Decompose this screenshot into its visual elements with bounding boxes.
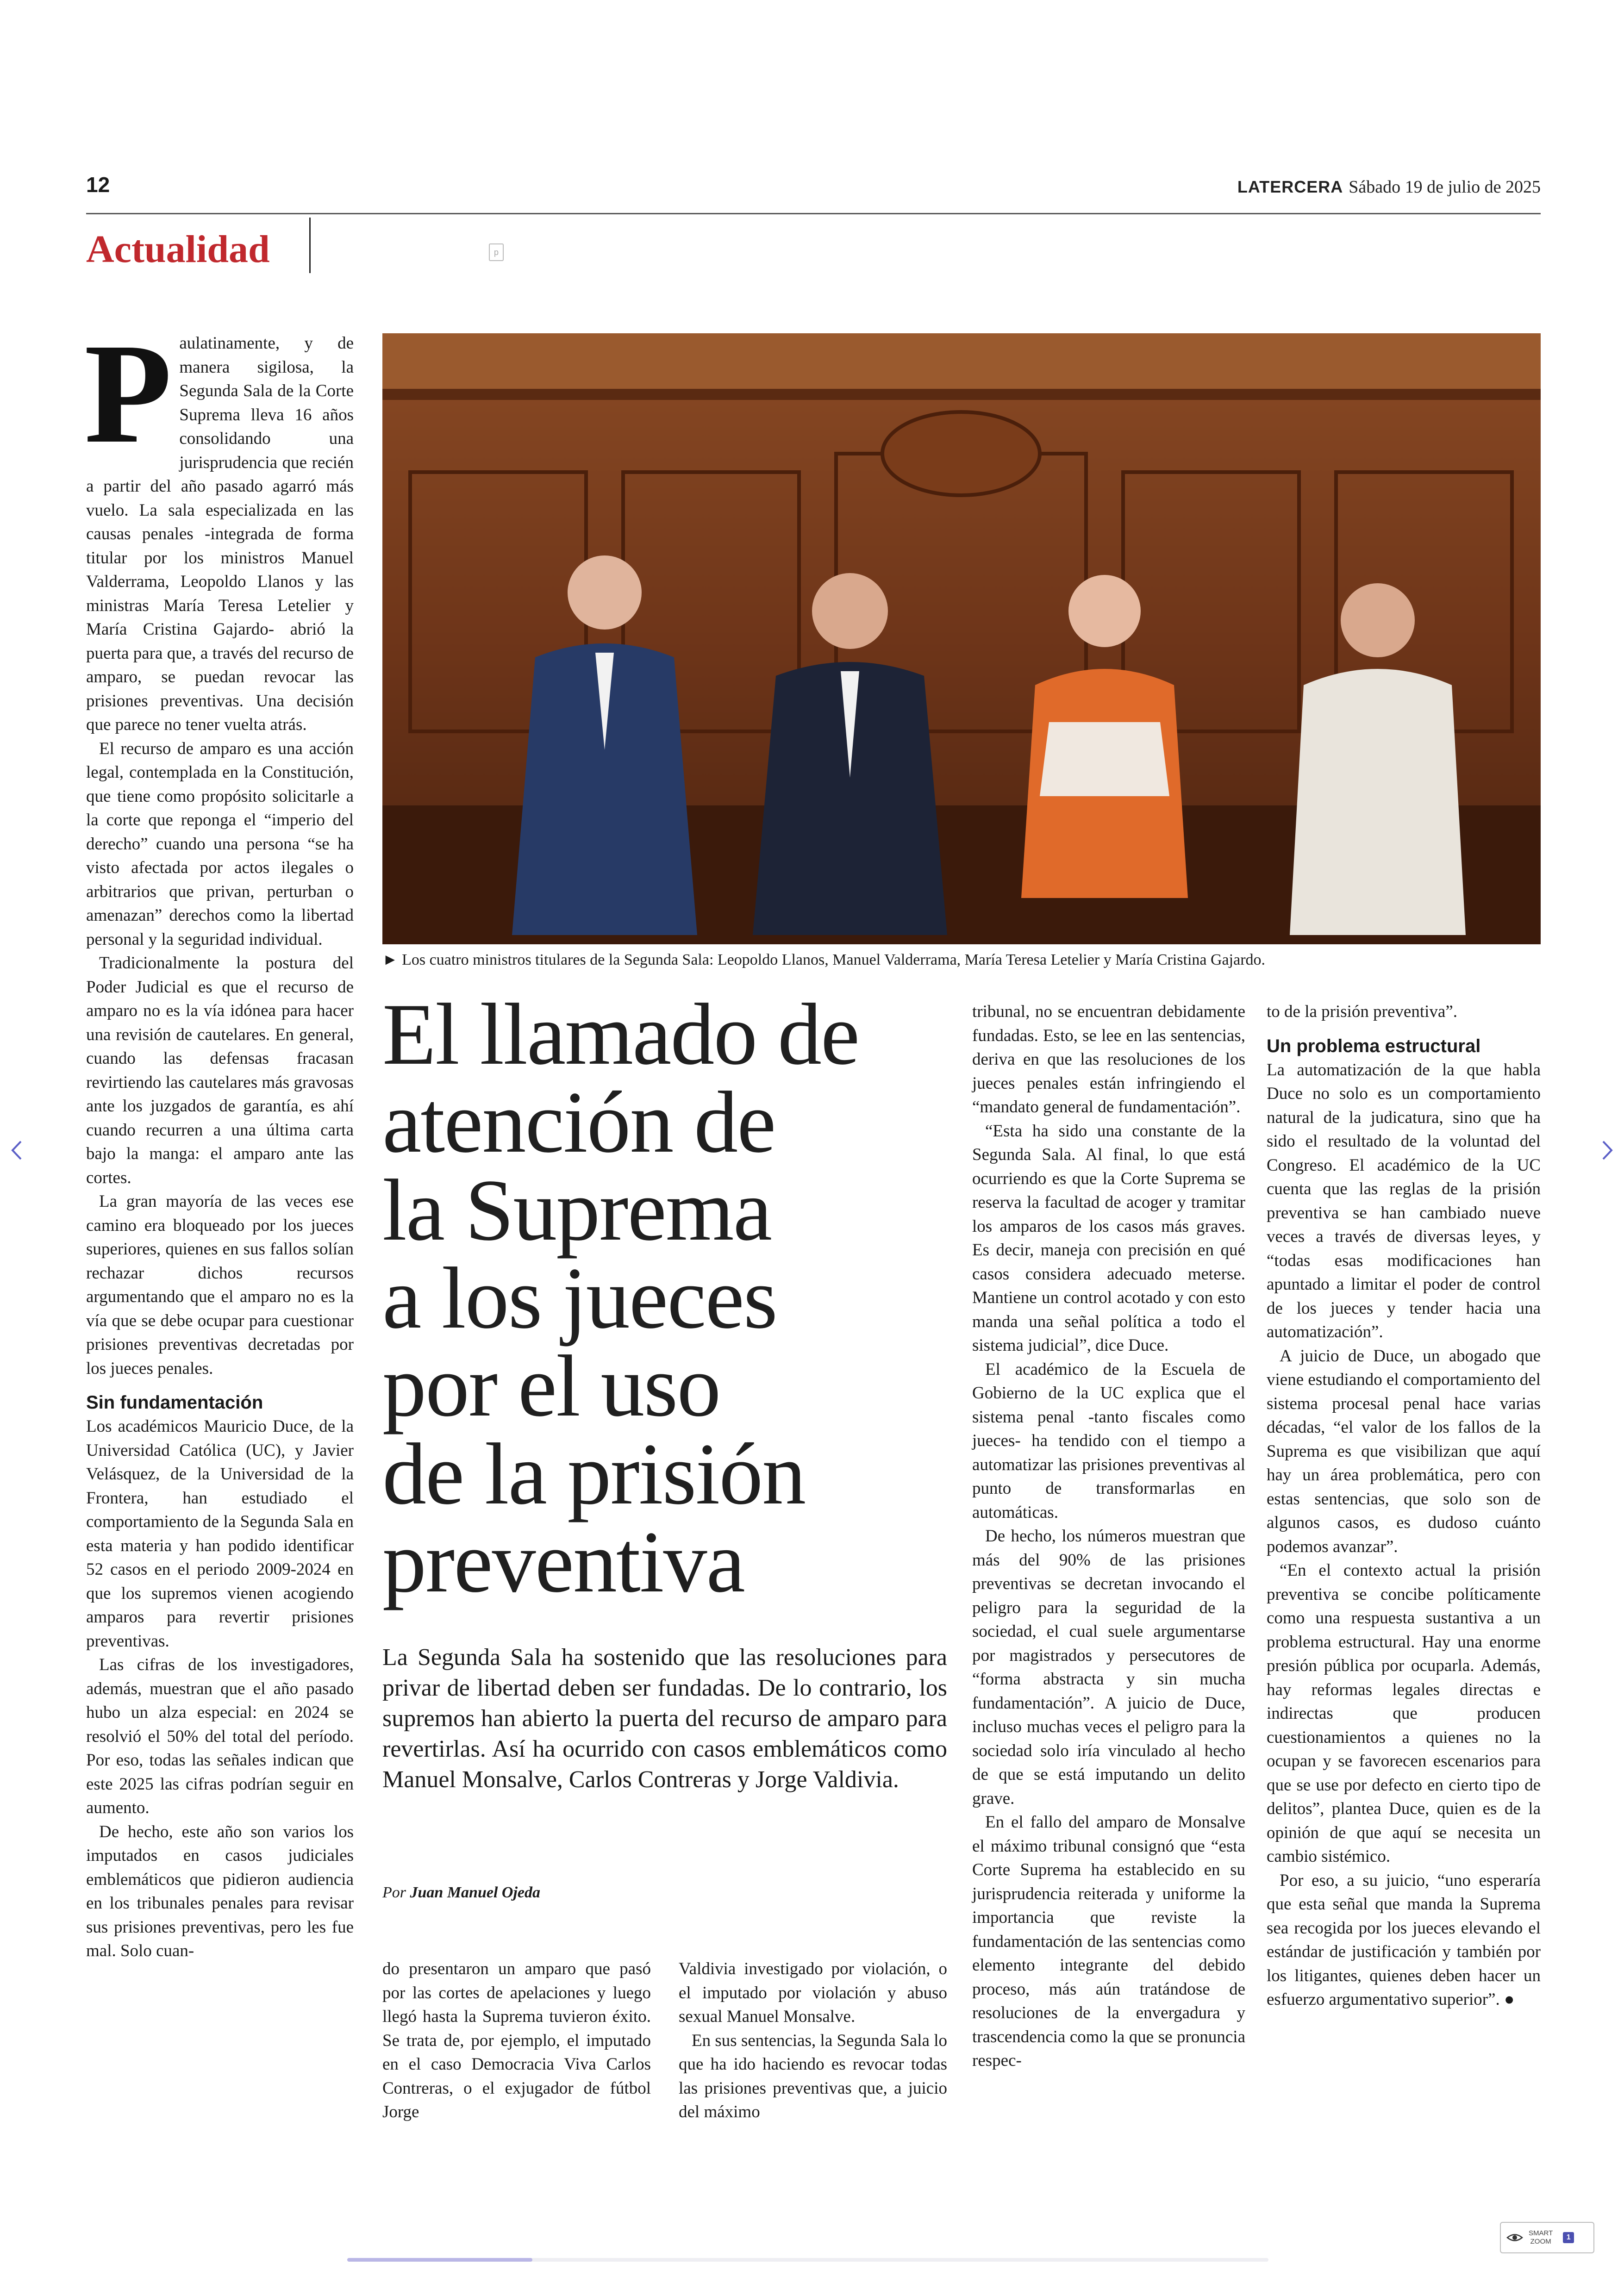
headline-line: de la prisión (382, 1426, 806, 1523)
body-paragraph: La automatización de la que habla Duce no solo es un comportamiento natural de la judicatura, sino que ha sido el resultado de la voluntad del Congreso. El académico de la UC cuenta que las reglas de la prisión preventiva se han cambiado nueve veces a través de diversas leyes, y “todas esas modificaciones han apuntado a limitar el poder de control de los jueces y tender hacia una automatización”. (1267, 1060, 1541, 1341)
photo-caption: ► Los cuatro ministros titulares de la Segunda Sala: Leopoldo Llanos, Manuel Valderrama, María Teresa Letelier y María Cristina Gajardo. (382, 951, 1266, 968)
deck-summary: La Segunda Sala ha sostenido que las resoluciones para privar de libertad deben ser fundadas. De lo contrario, los supremos han abierto la puerta del recurso de amparo para revertirlas. Así ha ocurrido con casos emblemáticos como Manuel Monsalve, Carlos Contreras y Jorge Valdivia. (382, 1644, 947, 1793)
next-page-button[interactable] (1598, 1134, 1617, 1166)
article-column-4 (1267, 1000, 1541, 2139)
body-paragraph: Las cifras de los investigadores, además, muestran que el año pasado hubo un alza especial: en 2024 se resolvió el 50% del total del período. Por eso, todas las señales indican que este 2025 las cifras podrían seguir en aumento. (86, 1655, 354, 1817)
headline (382, 986, 956, 1611)
masthead (1237, 177, 1541, 197)
headline-line: El llamado de (382, 986, 859, 1083)
byline-author: Juan Manuel Ojeda (410, 1884, 540, 1901)
body-paragraph: El académico de la Escuela de Gobierno de la UC explica que el sistema penal -tanto fiscales como jueces- ha tendido con el tiempo a automatizar las prisiones preventivas al punto de transformarlas en automáticas. (972, 1360, 1245, 1522)
page-marker-icon: p (489, 243, 504, 261)
smart-zoom-button[interactable] (1500, 2222, 1594, 2253)
chevron-right-icon (1600, 1139, 1614, 1162)
headline-line: preventiva (382, 1514, 744, 1611)
body-paragraph: La gran mayoría de las veces ese camino era bloqueado por los jueces superiores, quienes en sus fallos solían rechazar dichos recursos argumentando que el amparo no es la vía que se debe ocupar para cuestionar prisiones preventivas decretadas por los jueces penales. (86, 1192, 354, 1378)
header-rule (86, 213, 1541, 214)
ministers-photo (382, 333, 1541, 944)
body-paragraph: do presentaron un amparo que pasó por las cortes de apelaciones y luego llegó hasta la Suprema tuvieron éxito. Se trata de, por ejemplo, el imputado en el caso Democracia Viva Carlos Contreras, o el exjugador de fútbol Jorge (382, 1959, 651, 2121)
eye-icon (1505, 2231, 1524, 2245)
headline-line: atención de (382, 1074, 775, 1171)
article-column-3 (972, 1000, 1245, 2139)
section-title: Actualidad (86, 228, 270, 271)
chevron-left-icon (10, 1139, 24, 1162)
body-paragraph: En el fallo del amparo de Monsalve el máximo tribunal consignó que “esta Corte Suprema ha establecido en su jurisprudencia reiterada y uniforme la importancia que reviste la fundamentación de las sentencias como elemento integrante del debido proceso, más aún tratándose de resoluciones de la envergadura y trascendencia como la que se pronuncia respec- (972, 1813, 1245, 2070)
smart-zoom-label: SMART (1529, 2229, 1553, 2237)
subhead: Sin fundamentación (86, 1392, 263, 1413)
subhead: Un problema estructural (1267, 1035, 1481, 1056)
body-paragraph: “En el contexto actual la prisión preventiva se concibe políticamente como una respuesta sustantiva a un problema estructural. Hay una enorme presión pública por ocuparla. Además, hay reformas legales directas e indirectas que producen cuestionamientos a quienes no la ocupan y se favorecen escenarios para que se use por defecto en cierto tipo de delitos”, plantea Duce, quien es de la opinión de que aquí se necesita un cambio sistémico. (1267, 1561, 1541, 1866)
previous-page-button[interactable] (7, 1134, 26, 1166)
body-paragraph: A juicio de Duce, un abogado que viene estudiando el comportamiento del sistema procesal penal hace varias décadas, “el valor de los fallos de la Suprema es que visibilizan que aquí hay un área problemática, pero con estas sentencias, que solo son de algunos casos, es dudoso cuánto podemos avanzar”. (1267, 1346, 1541, 1556)
body-paragraph: Por eso, a su juicio, “uno esperaría que esta señal que manda la Suprema sea recogida por los jueces elevando el estándar de justificación y también por los litigantes, quienes deben hacer un esfuerzo argumentativo superior”. ● (1267, 1871, 1541, 2009)
body-paragraph: Valdivia investigado por violación, o el imputado por violación y abuso sexual Manuel Monsalve. (679, 1959, 947, 2026)
body-paragraph: to de la prisión preventiva”. (1267, 1002, 1458, 1021)
smart-zoom-label: ZOOM (1530, 2238, 1551, 2245)
body-paragraph: Los académicos Mauricio Duce, de la Universidad Católica (UC), y Javier Velásquez, de la Universidad de la Frontera, han estudiado el comportamiento de la Segunda Sala en esta materia y han podido identificar 52 casos en el periodo 2009-2024 en que los supremos vienen acogiendo amparos para revertir prisiones preventivas. (86, 1417, 354, 1651)
article-column-2a (382, 1957, 651, 2142)
body-paragraph: Tradicionalmente la postura del Poder Judicial es que el recurso de amparo no es la vía idónea para hacer una revisión de cautelares. En general, cuando las defensas fracasan revirtiendo las cautelares más gravosas ante los juzgados de garantía, es ahí cuando recurren a una última carta bajo la manga: el amparo ante las cortes. (86, 954, 354, 1187)
page-count-badge: 1 (1563, 2232, 1574, 2243)
headline-line: a los jueces (382, 1250, 777, 1347)
article-column-2b (679, 1957, 947, 2142)
body-paragraph: De hecho, este año son varios los imputados en casos judiciales emblemáticos que pidieron audiencia en los tribunales penales para revisar sus prisiones preventivas, pero les fue mal. Solo cuan- (86, 1822, 354, 1960)
page-number: 12 (86, 173, 110, 197)
body-paragraph: El recurso de amparo es una acción legal, contemplada en la Constitución, que tiene como propósito solicitarle a la corte que reponga el “imperio del derecho” cuando una persona “se ha visto afectada por actos ilegales o arbitrarios que privan, perturban o amenazan” derechos como la libertad personal y la seguridad individual. (86, 739, 354, 949)
lead-paragraph: Paulatinamente, y de manera sigilosa, la Segunda Sala de la Corte Suprema lleva 16 años consolidando una jurisprudencia que recién a partir del año pasado agarró más vuelo. La sala especializada en las causas penales -integrada de forma titular por los ministros Manuel Valderrama, Leopoldo Llanos y las ministras María Teresa Letelier y María Cristina Gajardo- abrió la puerta para que, a través del recurso de amparo, se puedan revocar las prisiones preventivas. Una decisión que parece no tener vuelta atrás. (84, 314, 354, 734)
body-paragraph: tribunal, no se encuentran debidamente fundadas. Esto, se lee en las sentencias, deriva en que las resoluciones de los jueces penales están infringiendo el “mandato general de fundamentación”. (972, 1002, 1245, 1116)
body-paragraph: En sus sentencias, la Segunda Sala lo que ha ido haciendo es revocar todas las prisiones preventivas que, a juicio del máximo (679, 2031, 947, 2121)
headline-line: por el uso (382, 1338, 720, 1435)
byline: Por Juan Manuel Ojeda (382, 1884, 540, 1901)
drop-cap: P (84, 314, 172, 473)
headline-line: la Suprema (382, 1162, 772, 1259)
caption-arrow-icon: ► (382, 951, 402, 968)
issue-date: Sábado 19 de julio de 2025 (1349, 177, 1541, 197)
body-paragraph: “Esta ha sido una constante de la Segunda Sala. Al final, lo que está ocurriendo es que la Corte Suprema se reserva la facultad de acoger y tramitar los amparos de los casos más graves. Es decir, maneja con precisión en qué casos considera adecuado meterse. Mantiene un control acotado y con esto manda una señal política a todo el sistema judicial”, dice Duce. (972, 1121, 1245, 1355)
end-mark-icon: ● (1499, 1990, 1515, 2009)
brand-name: LATERCERA (1237, 177, 1343, 196)
body-paragraph: De hecho, los números muestran que más del 90% de las prisiones preventivas se decretan invocando el peligro para la seguridad de la sociedad, el cual suele argumentarse por magistrados y persecutores de “forma abstracta y sin mucha fundamentación”. A juicio de Duce, incluso muchas veces el peligro para la sociedad solo iría vinculado al hecho de que se está imputando un delito grave. (972, 1527, 1245, 1808)
section-divider (309, 218, 311, 273)
article-column-1 (84, 314, 354, 1960)
scrollbar-thumb[interactable] (347, 2258, 532, 2262)
